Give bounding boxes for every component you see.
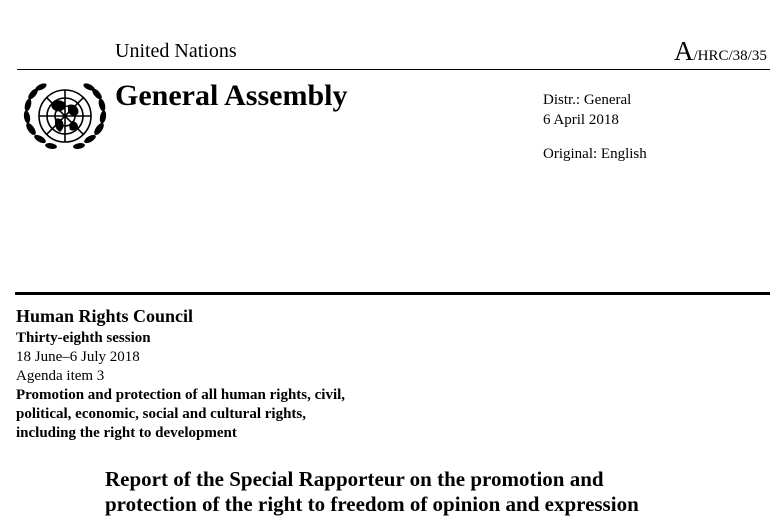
agenda-title-line: including the right to development <box>16 425 237 441</box>
distribution-block <box>543 90 631 130</box>
un-emblem-icon <box>22 79 108 153</box>
section-rule <box>15 292 770 295</box>
organization-name: United Nations <box>115 40 237 62</box>
report-title-line: protection of the right to freedom of opinion and expression <box>105 492 639 516</box>
session-block <box>16 329 345 443</box>
document-date: 6 April 2018 <box>543 112 619 128</box>
report-title-line: Report of the Special Rapporteur on the promotion and <box>105 467 604 491</box>
agenda-title-line: Promotion and protection of all human rights, civil, <box>16 387 346 403</box>
session-name: Thirty-eighth session <box>16 330 151 346</box>
distribution-status: Distr.: General <box>543 92 632 108</box>
agenda-item: Agenda item 3 <box>16 368 105 384</box>
report-title <box>105 467 639 517</box>
symbol-prefix: A <box>674 36 694 66</box>
header-rule <box>17 69 770 70</box>
agenda-title-line: political, economic, social and cultural rights, <box>16 406 306 422</box>
symbol-rest: /HRC/38/35 <box>693 48 767 64</box>
council-name: Human Rights Council <box>16 306 194 326</box>
body-title: General Assembly <box>115 79 348 112</box>
session-dates: 18 June–6 July 2018 <box>16 349 140 365</box>
original-language: Original: English <box>543 146 647 162</box>
document-symbol <box>674 36 767 67</box>
